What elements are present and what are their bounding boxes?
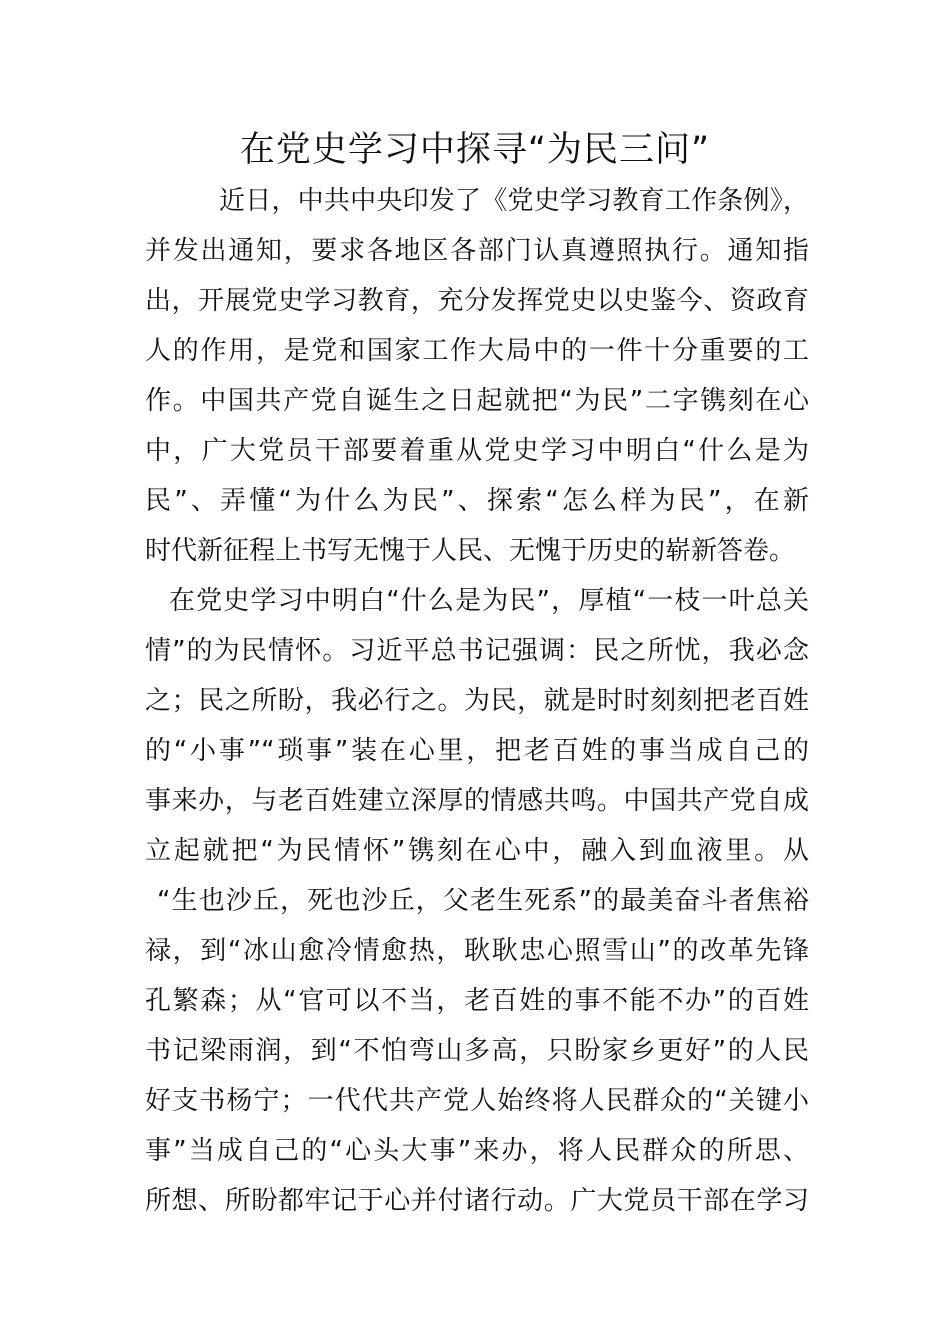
- text-line: 作。中国共产党自诞生之日起就把“为民”二字镌刻在心: [145, 386, 809, 416]
- document-body: [145, 176, 809, 1226]
- text-line: 的“小事”“琐事”装在心里，把老百姓的事当成自己的: [145, 736, 809, 766]
- text-line: 所想、所盼都牢记于心并付诸行动。广大党员干部在学习: [145, 1186, 809, 1216]
- text-line: 民”、弄懂“为什么为民”、探索“怎么样为民”，在新: [145, 486, 809, 516]
- document-title: 在党史学习中探寻“为民三问”: [239, 130, 711, 170]
- text-line: 好支书杨宁；一代代共产党人始终将人民群众的“关键小: [145, 1086, 809, 1116]
- text-line: 时代新征程上书写无愧于人民、无愧于历史的崭新答卷。: [145, 536, 796, 566]
- text-line: 近日，中共中央印发了《党史学习教育工作条例》，: [219, 186, 809, 216]
- text-line: 在党史学习中明白“什么是为民”，厚植“一枝一叶总关: [169, 586, 809, 616]
- text-line: 并发出通知，要求各地区各部门认真遵照执行。通知指: [145, 236, 809, 266]
- text-line: “生也沙丘，死也沙丘，父老生死系”的最美奋斗者焦裕: [157, 886, 809, 916]
- text-line: 之；民之所盼，我必行之。为民，就是时时刻刻把老百姓: [145, 686, 809, 716]
- text-line: 禄，到“冰山愈冷情愈热，耿耿忠心照雪山”的改革先锋: [145, 936, 809, 966]
- text-line: 事来办，与老百姓建立深厚的情感共鸣。中国共产党自成: [145, 786, 809, 816]
- text-line: 书记梁雨润，到“不怕弯山多高，只盼家乡更好”的人民: [145, 1036, 809, 1066]
- text-line: 中，广大党员干部要着重从党史学习中明白“什么是为: [145, 436, 809, 466]
- text-line: 立起就把“为民情怀”镌刻在心中，融入到血液里。从: [145, 836, 809, 866]
- text-line: 人的作用，是党和国家工作大局中的一件十分重要的工: [145, 336, 809, 366]
- text-line: 孔繁森；从“官可以不当，老百姓的事不能不办”的百姓: [145, 986, 809, 1016]
- text-line: 出，开展党史学习教育，充分发挥党史以史鉴今、资政育: [145, 286, 809, 316]
- text-line: 事”当成自己的“心头大事”来办，将人民群众的所思、: [145, 1136, 809, 1166]
- text-line: 情”的为民情怀。习近平总书记强调：民之所忧，我必念: [145, 636, 809, 666]
